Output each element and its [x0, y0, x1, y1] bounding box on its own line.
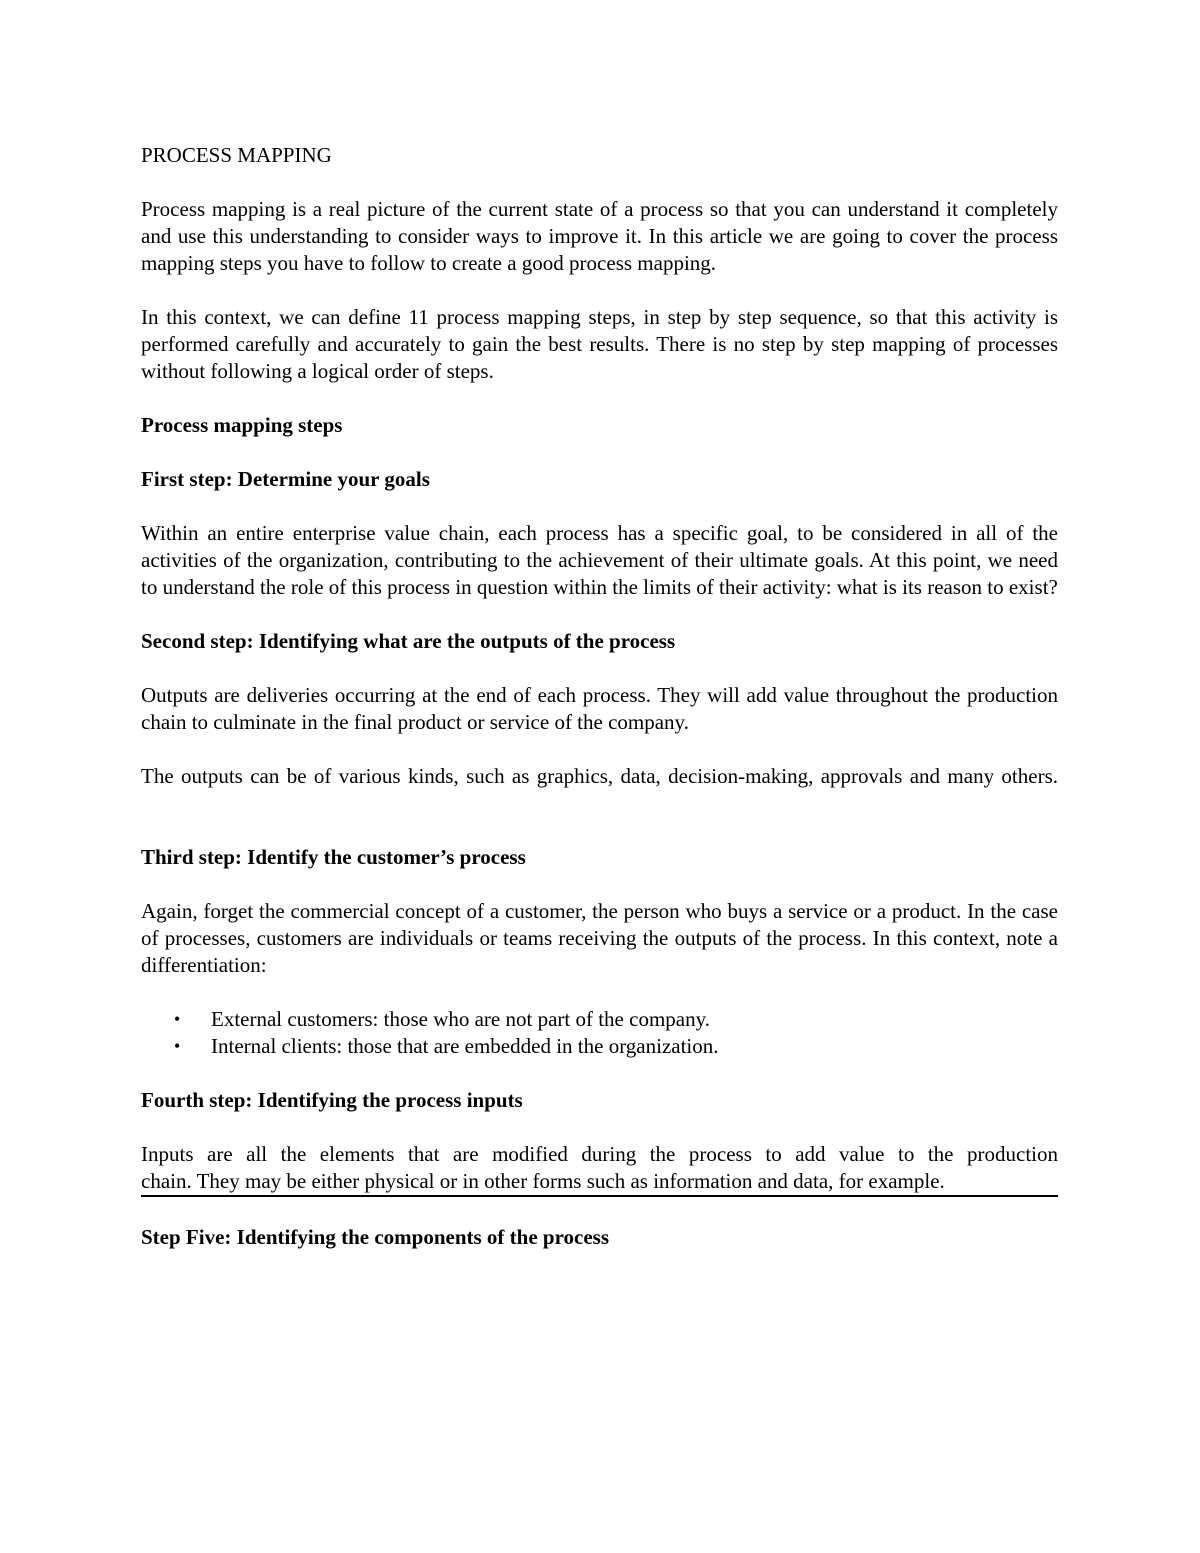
intro-paragraph-2: In this context, we can define 11 process mapping steps, in step by step sequence, so that this activity is performed carefully and accurately to gain the best results. There is no step by step mapping of processes without following a logical order of steps.	[141, 305, 1058, 383]
list-item	[141, 1033, 1058, 1060]
step3-body: Again, forget the commercial concept of a customer, the person who buys a service or a product. In the case of processes, customers are individuals or teams receiving the outputs of the process. In this context, note a differentiation:	[141, 899, 1058, 977]
step1-heading: First step: Determine your goals	[141, 467, 430, 491]
customer-types-list	[141, 1006, 1058, 1060]
bullet-icon: •	[174, 1009, 181, 1029]
step3-heading: Third step: Identify the customer’s process	[141, 845, 526, 869]
step2-body-1: Outputs are deliveries occurring at the end of each process. They will add value throughout the production chain to culminate in the final product or service of the company.	[141, 683, 1058, 734]
list-item-text: External customers: those who are not part of the company.	[211, 1007, 710, 1031]
spacer	[141, 790, 1058, 817]
step2-body-2: The outputs can be of various kinds, such as graphics, data, decision-making, approvals and many others.	[141, 764, 1058, 788]
spacer	[141, 817, 1058, 844]
document-page	[141, 142, 1058, 1278]
step4-body	[141, 1141, 1058, 1197]
bullet-icon: •	[174, 1036, 181, 1056]
step4-body-line-2: chain. They may be either physical or in other forms such as information and data, for example.	[141, 1168, 1058, 1197]
step4-heading: Fourth step: Identifying the process inputs	[141, 1088, 523, 1112]
step4-body-line-1: Inputs are all the elements that are modified during the process to add value to the production	[141, 1142, 1058, 1166]
steps-heading: Process mapping steps	[141, 413, 343, 437]
step2-heading: Second step: Identifying what are the outputs of the process	[141, 629, 676, 653]
step1-body: Within an entire enterprise value chain, each process has a specific goal, to be considered in all of the activities of the organization, contributing to the achievement of their ultimate goals. At this point, we need to understand the role of this process in question within the limits of their activity: what is its reason to exist?	[141, 521, 1058, 599]
document-title: PROCESS MAPPING	[141, 143, 332, 167]
intro-paragraph-1: Process mapping is a real picture of the current state of a process so that you can understand it completely and use this understanding to consider ways to improve it. In this article we are going to cover the process mapping steps you have to follow to create a good process mapping.	[141, 197, 1058, 275]
step5-heading: Step Five: Identifying the components of the process	[141, 1225, 610, 1249]
list-item-text: Internal clients: those that are embedded in the organization.	[211, 1034, 719, 1058]
list-item	[141, 1006, 1058, 1033]
